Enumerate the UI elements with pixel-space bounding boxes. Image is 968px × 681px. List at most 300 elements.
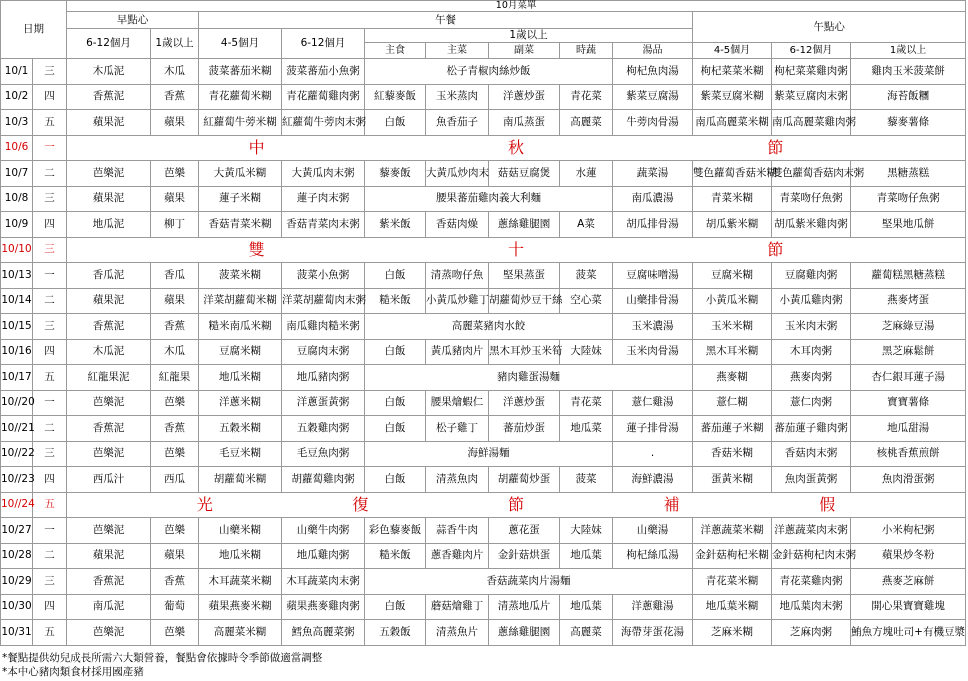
menu-cell-sd: 蕃茄炒蛋 [489,416,560,442]
menu-cell-b2: 香蕉 [151,314,199,340]
menu-cell-b2: 芭樂 [151,390,199,416]
menu-cell-b1: 蘋果泥 [67,186,151,212]
menu-cell-l1: 高麗菜米糊 [199,620,282,646]
menu-cell-m: 蔥香雞肉片 [426,543,489,569]
menu-cell-soup: 海帶芽蛋花湯 [613,620,693,646]
weekday-cell: 一 [33,135,67,161]
menu-cell-soup: 玉米肉骨湯 [613,339,693,365]
menu-cell-sd: 蔥絲雞腿園 [489,212,560,238]
menu-cell-soup: 枸杞魚肉湯 [613,59,693,85]
menu-cell-b1: 地瓜泥 [67,212,151,238]
menu-cell-a1: 蕃茄蓮子米糊 [693,416,772,442]
menu-cell-a1: 薏仁糊 [693,390,772,416]
date-cell: 10/31 [1,620,33,646]
menu-cell-a3: 魚肉滑蛋粥 [851,467,966,493]
menu-cell-a1: 青花菜米糊 [693,569,772,595]
menu-cell-s: 糙米飯 [365,288,426,314]
menu-cell-v: 高麗菜 [560,110,613,136]
menu-cell-b1: 西瓜汁 [67,467,151,493]
menu-cell-m: 蘑菇燴雞丁 [426,594,489,620]
menu-cell-m: 清蒸魚片 [426,620,489,646]
menu-cell-l1: 菠菜米糊 [199,263,282,289]
menu-row [1,518,966,544]
menu-cell-b2: 蘋果 [151,186,199,212]
menu-cell-l2: 紅蘿蔔牛蒡肉末粥 [282,110,365,136]
weekday-cell: 五 [33,492,67,518]
holiday-banner [67,492,966,518]
menu-cell-sd: 金針菇烘蛋 [489,543,560,569]
weekday-cell: 二 [33,161,67,187]
menu-cell-b2: 香蕉 [151,84,199,110]
menu-cell-a2: 小黃瓜雞肉粥 [772,288,851,314]
date-cell: 10/8 [1,186,33,212]
weekday-cell: 一 [33,263,67,289]
date-cell: 10/30 [1,594,33,620]
menu-row [1,186,966,212]
menu-cell-m: 清蒸吻仔魚 [426,263,489,289]
menu-cell-l1: 蓮子米糊 [199,186,282,212]
menu-cell-b1: 香瓜泥 [67,263,151,289]
menu-cell-a2: 青菜吻仔魚粥 [772,186,851,212]
main-dish-header: 主菜 [426,43,489,59]
menu-cell-a1: 玉米米糊 [693,314,772,340]
menu-cell-b2: 香蕉 [151,569,199,595]
menu-cell-a3: 核桃香蕉煎餅 [851,441,966,467]
menu-cell-a1: 雙色蘿蔔香菇米糊 [693,161,772,187]
menu-cell-b1: 木瓜泥 [67,339,151,365]
menu-cell-a3: 燕麥烤蛋 [851,288,966,314]
holiday-text [67,496,965,514]
menu-cell-b1: 蘋果泥 [67,110,151,136]
vegetable-header: 時蔬 [560,43,613,59]
menu-cell-s: 白飯 [365,263,426,289]
menu-row [1,110,966,136]
menu-cell-l2: 地瓜豬肉粥 [282,365,365,391]
weekday-cell: 三 [33,59,67,85]
menu-cell-a1: 燕麥糊 [693,365,772,391]
menu-cell-l2: 胡蘿蔔雞肉粥 [282,467,365,493]
menu-cell-a3: 燕麥芝麻餅 [851,569,966,595]
date-cell: 10/3 [1,110,33,136]
weekday-cell: 四 [33,467,67,493]
menu-cell-sd: 南瓜蒸蛋 [489,110,560,136]
menu-cell-l1: 洋蔥米糊 [199,390,282,416]
menu-cell-soup: 山藥湯 [613,518,693,544]
menu-cell-b1: 南瓜泥 [67,594,151,620]
holiday-banner [67,135,966,161]
menu-cell-soup: 南瓜濃湯 [613,186,693,212]
menu-cell-sd: 堅果蒸蛋 [489,263,560,289]
date-cell: 10/29 [1,569,33,595]
weekday-cell: 五 [33,620,67,646]
menu-cell-a1: 紫菜豆腐米糊 [693,84,772,110]
menu-cell-m: 香菇肉燥 [426,212,489,238]
holiday-char: 節 [767,138,784,158]
menu-row [1,594,966,620]
menu-cell-b1: 紅龍果泥 [67,365,151,391]
menu-cell-l1: 洋菜胡蘿蔔米糊 [199,288,282,314]
menu-cell-a2: 玉米肉末粥 [772,314,851,340]
holiday-char: 中 [248,138,265,158]
menu-cell-l2: 菠菜蕃茄小魚粥 [282,59,365,85]
date-cell: 10/10 [1,237,33,263]
menu-row [1,314,966,340]
menu-cell-b1: 芭樂泥 [67,161,151,187]
menu-cell-a2: 金針菇枸杞肉末粥 [772,543,851,569]
menu-row [1,263,966,289]
menu-cell-sd: 蔥絲雞腿園 [489,620,560,646]
lunch-age-1plus-header: 1歲以上 [365,29,693,43]
weekday-cell: 二 [33,543,67,569]
date-cell: 10//23 [1,467,33,493]
menu-cell-a3: 黑糖蒸糕 [851,161,966,187]
menu-cell-a2: 地瓜葉肉末粥 [772,594,851,620]
lunch-age-4-5-header: 4-5個月 [199,29,282,59]
menu-row [1,467,966,493]
menu-cell-b1: 香蕉泥 [67,416,151,442]
menu-cell-b2: 柳丁 [151,212,199,238]
menu-cell-b1: 香蕉泥 [67,314,151,340]
menu-cell-a2: 木耳肉粥 [772,339,851,365]
breakfast-header: 早點心 [67,12,199,29]
side-dish-header: 副菜 [489,43,560,59]
breakfast-age-1plus-header: 1歲以上 [151,29,199,59]
menu-cell-soup: 紫菜豆腐湯 [613,84,693,110]
date-header: 日期 [1,1,67,59]
menu-cell-a3: 蘿蔔糕黑糖蒸糕 [851,263,966,289]
menu-cell-a2: 胡瓜紫米雞肉粥 [772,212,851,238]
menu-cell-a1: 金針菇枸杞米糊 [693,543,772,569]
menu-cell-m: 松子雞丁 [426,416,489,442]
menu-cell-a2: 魚肉蛋黃粥 [772,467,851,493]
menu-cell-v: 地瓜葉 [560,543,613,569]
menu-cell-l2: 鱈魚高麗菜粥 [282,620,365,646]
weekday-cell: 五 [33,365,67,391]
menu-cell-l1: 菠菜蕃茄米糊 [199,59,282,85]
menu-cell-l1: 糙米南瓜米糊 [199,314,282,340]
menu-cell-v: 地瓜葉 [560,594,613,620]
menu-cell-l1: 胡蘿蔔米糊 [199,467,282,493]
menu-cell-l1: 五穀米糊 [199,416,282,442]
menu-cell-b2: 芭樂 [151,441,199,467]
menu-cell-a2: 香菇肉末粥 [772,441,851,467]
menu-cell-b2: 芭樂 [151,518,199,544]
weekday-cell: 一 [33,518,67,544]
menu-cell-v: 大陸妹 [560,518,613,544]
menu-row [1,390,966,416]
weekday-cell: 三 [33,186,67,212]
menu-cell-v: 水蓮 [560,161,613,187]
menu-cell-a2: 豆腐雞肉粥 [772,263,851,289]
menu-cell-s: 白飯 [365,110,426,136]
menu-cell-b2: 紅龍果 [151,365,199,391]
holiday-char: 補 [663,495,680,515]
menu-cell-a3: 杏仁銀耳蓮子湯 [851,365,966,391]
menu-cell-a2: 蕃茄蓮子雞肉粥 [772,416,851,442]
menu-cell-m: 蒜香牛肉 [426,518,489,544]
menu-cell-l2: 蘋果燕麥雞肉粥 [282,594,365,620]
breakfast-age-6-12-header: 6-12個月 [67,29,151,59]
date-cell: 10/14 [1,288,33,314]
date-cell: 10/13 [1,263,33,289]
menu-row [1,569,966,595]
lunch-combined-cell: 香菇蔬菜肉片湯麵 [365,569,693,595]
menu-cell-a3: 鮪魚方塊吐司+有機豆漿 [851,620,966,646]
menu-cell-m: 黃瓜豬肉片 [426,339,489,365]
menu-cell-b2: 蘋果 [151,110,199,136]
menu-cell-soup: 海鮮濃湯 [613,467,693,493]
afternoon-header: 午點心 [693,12,966,43]
menu-cell-l2: 南瓜雞肉糙米粥 [282,314,365,340]
menu-cell-s: 糙米飯 [365,543,426,569]
menu-cell-l2: 菠菜小魚粥 [282,263,365,289]
menu-cell-l1: 地瓜米糊 [199,543,282,569]
menu-cell-s: 白飯 [365,339,426,365]
menu-cell-a3: 開心果寶寶雞塊 [851,594,966,620]
menu-cell-l2: 山藥牛肉粥 [282,518,365,544]
menu-cell-a1: 蛋黃米糊 [693,467,772,493]
menu-cell-l2: 洋菜胡蘿蔔肉末粥 [282,288,365,314]
menu-cell-a2: 薏仁肉粥 [772,390,851,416]
date-cell: 10//20 [1,390,33,416]
menu-cell-v: 青花菜 [560,390,613,416]
menu-cell-soup: 豆腐味噌湯 [613,263,693,289]
menu-cell-b2: 木瓜 [151,59,199,85]
menu-cell-soup: 山藥排骨湯 [613,288,693,314]
menu-cell-a3: 地瓜甜湯 [851,416,966,442]
weekday-cell: 三 [33,569,67,595]
menu-cell-l2: 香菇青菜肉末粥 [282,212,365,238]
menu-cell-s: 白飯 [365,594,426,620]
menu-cell-b2: 香蕉 [151,416,199,442]
menu-cell-a3: 堅果地瓜餅 [851,212,966,238]
menu-cell-a1: 南瓜高麗菜米糊 [693,110,772,136]
menu-cell-b2: 木瓜 [151,339,199,365]
note-1: *餐點提供幼兒成長所需六大類營養，餐點會依據時令季節做適當調整 [2,652,323,664]
menu-cell-l1: 青花蘿蔔米糊 [199,84,282,110]
menu-row [1,84,966,110]
menu-cell-l2: 青花蘿蔔雞肉粥 [282,84,365,110]
menu-cell-a2: 紫菜豆腐肉末粥 [772,84,851,110]
menu-cell-a1: 青菜米糊 [693,186,772,212]
menu-cell-s: 白飯 [365,390,426,416]
menu-cell-v: 菠菜 [560,467,613,493]
menu-cell-v: A菜 [560,212,613,238]
menu-cell-b1: 芭樂泥 [67,390,151,416]
lunch-combined-cell: 腰果蕃茄雞肉義大利麵 [365,186,613,212]
menu-cell-m: 大黃瓜炒肉末 [426,161,489,187]
menu-row [1,339,966,365]
menu-cell-a1: 黑木耳米糊 [693,339,772,365]
weekday-cell: 四 [33,212,67,238]
menu-row [1,59,966,85]
holiday-char: 光 [196,495,213,515]
menu-cell-s: 五穀飯 [365,620,426,646]
menu-cell-l2: 大黃瓜肉末粥 [282,161,365,187]
date-cell: 10/7 [1,161,33,187]
menu-cell-l1: 大黃瓜米糊 [199,161,282,187]
lunch-combined-cell: 高麗菜豬肉水餃 [365,314,613,340]
weekday-cell: 二 [33,416,67,442]
date-cell: 10/27 [1,518,33,544]
menu-cell-b2: 西瓜 [151,467,199,493]
weekday-cell: 五 [33,110,67,136]
menu-cell-v: 菠菜 [560,263,613,289]
date-cell: 10/1 [1,59,33,85]
holiday-text [67,139,965,157]
menu-cell-a2: 芝麻肉粥 [772,620,851,646]
date-cell: 10/16 [1,339,33,365]
menu-cell-m: 魚香茄子 [426,110,489,136]
staple-header: 主食 [365,43,426,59]
menu-cell-a3: 小米枸杞粥 [851,518,966,544]
menu-row [1,441,966,467]
menu-cell-a3: 海苔飯糰 [851,84,966,110]
menu-cell-a2: 燕麥肉粥 [772,365,851,391]
weekday-cell: 三 [33,237,67,263]
menu-cell-a1: 洋蔥蔬菜米糊 [693,518,772,544]
lunch-header: 午餐 [199,12,693,29]
menu-cell-b2: 芭樂 [151,161,199,187]
menu-cell-soup: 枸杞絲瓜湯 [613,543,693,569]
menu-cell-soup: 胡瓜排骨湯 [613,212,693,238]
menu-cell-l2: 毛豆魚肉粥 [282,441,365,467]
soup-header: 湯品 [613,43,693,59]
weekday-cell: 四 [33,339,67,365]
holiday-char: 假 [819,495,836,515]
menu-cell-s: 彩色藜麥飯 [365,518,426,544]
menu-cell-a3: 雞肉玉米菠菜餅 [851,59,966,85]
menu-cell-l1: 木耳蔬菜米糊 [199,569,282,595]
menu-cell-b1: 木瓜泥 [67,59,151,85]
menu-row [1,543,966,569]
menu-cell-b1: 芭樂泥 [67,441,151,467]
menu-cell-v: 空心菜 [560,288,613,314]
lunch-combined-cell: 豬肉雞蛋湯麵 [365,365,693,391]
menu-cell-soup: 洋蔥雞湯 [613,594,693,620]
menu-cell-s: 白飯 [365,467,426,493]
date-cell: 10/17 [1,365,33,391]
menu-cell-b1: 蘋果泥 [67,543,151,569]
menu-cell-b1: 芭樂泥 [67,620,151,646]
date-cell: 10//21 [1,416,33,442]
weekday-cell: 四 [33,84,67,110]
weekday-cell: 三 [33,314,67,340]
menu-row [1,365,966,391]
menu-cell-b2: 蘋果 [151,288,199,314]
date-cell: 10//22 [1,441,33,467]
menu-cell-l1: 香菇青菜米糊 [199,212,282,238]
menu-cell-sd: 胡蘿蔔炒蛋 [489,467,560,493]
menu-cell-v: 高麗菜 [560,620,613,646]
menu-cell-v: 大陸妹 [560,339,613,365]
menu-cell-soup: 蓮子排骨湯 [613,416,693,442]
menu-cell-soup: 玉米濃湯 [613,314,693,340]
menu-cell-a2: 洋蔥蔬菜肉末粥 [772,518,851,544]
menu-cell-l1: 紅蘿蔔牛蒡米糊 [199,110,282,136]
menu-cell-b2: 芭樂 [151,620,199,646]
menu-cell-v: 青花菜 [560,84,613,110]
menu-cell-a3: 寶寶薯條 [851,390,966,416]
lunch-age-6-12-header: 6-12個月 [282,29,365,59]
menu-cell-s: 紫米飯 [365,212,426,238]
holiday-char: 節 [767,240,784,260]
menu-cell-sd: 菇菇豆腐煲 [489,161,560,187]
date-cell: 10//24 [1,492,33,518]
menu-cell-a3: 芝麻綠豆湯 [851,314,966,340]
menu-cell-l1: 毛豆米糊 [199,441,282,467]
menu-cell-m: 清蒸魚肉 [426,467,489,493]
menu-cell-a1: 枸杞菜菜米糊 [693,59,772,85]
menu-cell-sd: 洋蔥炒蛋 [489,84,560,110]
menu-cell-l2: 洋蔥蛋黃粥 [282,390,365,416]
date-cell: 10/9 [1,212,33,238]
menu-cell-soup: 薏仁雞湯 [613,390,693,416]
menu-row [1,416,966,442]
menu-title: 10月菜單 [67,1,966,12]
menu-cell-b1: 香蕉泥 [67,84,151,110]
menu-cell-s: 白飯 [365,416,426,442]
menu-cell-v: 地瓜菜 [560,416,613,442]
menu-cell-b1: 香蕉泥 [67,569,151,595]
menu-cell-b2: 蘋果 [151,543,199,569]
weekday-cell: 一 [33,390,67,416]
date-cell: 10/6 [1,135,33,161]
lunch-combined-cell: 海鮮湯麵 [365,441,613,467]
holiday-char: 十 [508,240,525,260]
menu-cell-a2: 青花菜雞肉粥 [772,569,851,595]
menu-cell-b1: 芭樂泥 [67,518,151,544]
menu-cell-sd: 清蒸地瓜片 [489,594,560,620]
menu-cell-b1: 蘋果泥 [67,288,151,314]
holiday-char: 節 [508,495,525,515]
menu-cell-a1: 地瓜葉米糊 [693,594,772,620]
menu-row [1,135,966,161]
menu-cell-s: 紅藜麥飯 [365,84,426,110]
menu-cell-a1: 豆腐米糊 [693,263,772,289]
date-cell: 10/15 [1,314,33,340]
weekday-cell: 二 [33,288,67,314]
holiday-char: 復 [352,495,369,515]
afternoon-age-4-5-header: 4-5個月 [693,43,772,59]
weekday-cell: 四 [33,594,67,620]
holiday-banner [67,237,966,263]
menu-cell-l1: 蘋果燕麥米糊 [199,594,282,620]
menu-cell-soup: 蔬菜湯 [613,161,693,187]
menu-cell-a3: 青菜吻仔魚粥 [851,186,966,212]
menu-cell-a3: 藜麥薯條 [851,110,966,136]
menu-row [1,212,966,238]
menu-cell-m: 小黃瓜炒雞丁 [426,288,489,314]
menu-cell-s: 藜麥飯 [365,161,426,187]
menu-cell-l2: 五穀雞肉粥 [282,416,365,442]
menu-cell-a2: 南瓜高麗菜雞肉粥 [772,110,851,136]
date-cell: 10/28 [1,543,33,569]
menu-cell-l1: 地瓜米糊 [199,365,282,391]
menu-cell-l2: 豆腐肉末粥 [282,339,365,365]
menu-row [1,288,966,314]
menu-cell-soup: . [613,441,693,467]
menu-cell-l2: 蓮子肉末粥 [282,186,365,212]
weekday-cell: 三 [33,441,67,467]
menu-cell-a1: 芝麻米糊 [693,620,772,646]
note-2: *本中心豬肉類食材採用國產豬 [2,666,144,678]
menu-cell-a1: 小黃瓜米糊 [693,288,772,314]
holiday-char: 秋 [508,138,525,158]
menu-cell-l2: 木耳蔬菜肉末粥 [282,569,365,595]
menu-cell-sd: 蔥花蛋 [489,518,560,544]
menu-row [1,620,966,646]
